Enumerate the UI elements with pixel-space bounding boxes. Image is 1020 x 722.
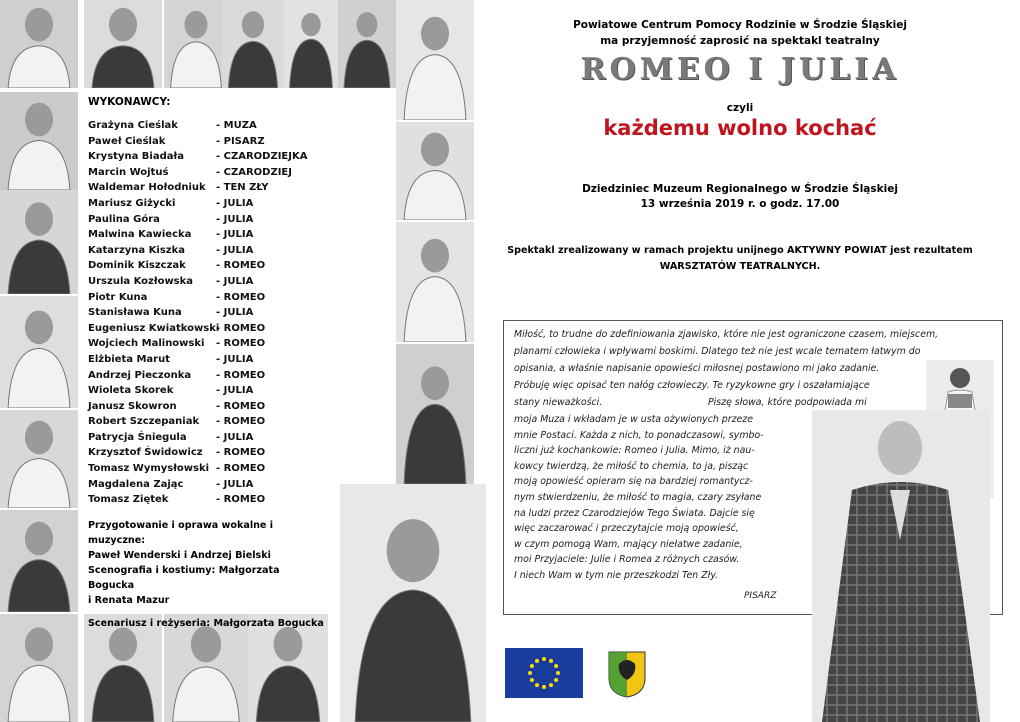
cast-role: - MUZA — [216, 120, 257, 131]
cast-name: Elżbieta Marut — [88, 353, 170, 365]
eu-star-icon — [542, 685, 546, 689]
story-line: na ludzi przez Czarodziejów Tego Świata. Dajcie się — [514, 507, 755, 519]
story-line: moją opowieść opieram się na bardziej romantycz- — [514, 476, 753, 488]
cast-photo — [164, 0, 228, 88]
person-silhouette-icon — [396, 344, 474, 484]
cast-row — [88, 290, 318, 306]
person-silhouette-icon — [0, 614, 78, 722]
person-silhouette-icon — [396, 0, 474, 120]
cast-row — [88, 149, 318, 165]
cast-row — [88, 227, 318, 243]
cast-name: Tomasz Ziętek — [88, 494, 169, 506]
cast-photo — [396, 122, 474, 220]
cast-photo — [0, 510, 78, 612]
cast-row — [88, 258, 318, 274]
eu-star-icon — [528, 671, 532, 675]
cast-role: - ROMEO — [216, 369, 266, 381]
cast-row — [88, 321, 318, 337]
cast-photo — [338, 0, 396, 88]
cast-role: - JULIA — [216, 385, 254, 397]
cast-name: Mariusz Giżycki — [88, 197, 176, 209]
cast-name: Grażyna Cieślak — [88, 120, 178, 131]
cast-photo — [396, 344, 474, 484]
eu-star-icon — [549, 659, 553, 663]
cast-row — [88, 336, 318, 352]
cast-photo — [0, 296, 78, 408]
cast-name: Dominik Kiszczak — [88, 260, 186, 272]
cast-row — [88, 368, 318, 384]
cast-photo — [396, 222, 474, 342]
cast-name: Andrzej Pieczonka — [88, 369, 192, 381]
story-line: planami człowieka i wpływami boskimi. Dlatego też nie jest wcale tematem łatwym do — [514, 346, 921, 357]
cast-name: Patrycja Śniegula — [88, 431, 187, 443]
story-line: I niech Wam w tym nie przeszkodzi Ten Zły. — [514, 570, 719, 581]
person-silhouette-icon — [284, 0, 338, 88]
cast-photo — [0, 410, 78, 508]
cast-row — [88, 243, 318, 259]
cast-row — [88, 165, 318, 181]
cast-name: Eugeniusz Kwiatkowski — [88, 322, 220, 334]
cast-name: Magdalena Zając — [88, 478, 184, 490]
eu-star-icon — [530, 678, 534, 682]
cast-name: Paweł Cieślak — [88, 135, 166, 147]
cast-photo — [396, 0, 474, 120]
play-subtitle: każdemu wolno kochać — [603, 116, 877, 140]
cast-role: - JULIA — [216, 353, 254, 365]
person-silhouette-icon — [812, 410, 990, 722]
person-silhouette-icon — [84, 0, 162, 88]
cast-role: - JULIA — [216, 244, 254, 256]
credits-scenography-label: Scenografia i kostiumy: Małgorzata Bogucka — [88, 565, 280, 591]
story-line: moi Przyjaciele: Julie i Romea z różnych czasów. — [514, 554, 740, 566]
cast-photo — [0, 614, 78, 722]
cast-role: - ROMEO — [216, 463, 266, 475]
person-silhouette-icon — [396, 222, 474, 342]
person-silhouette-icon — [222, 0, 284, 88]
cast-name: Malwina Kawiecka — [88, 229, 192, 241]
person-silhouette-icon — [338, 0, 396, 88]
cast-role: - JULIA — [216, 431, 254, 443]
cast-name: Piotr Kuna — [88, 291, 148, 303]
project-note — [505, 243, 975, 275]
eu-star-icon — [556, 671, 560, 675]
project-note-line1: Spektakl zrealizowany w ramach projektu unijnego AKTYWNY POWIAT jest rezultatem — [507, 245, 973, 256]
person-silhouette-icon — [0, 92, 78, 190]
project-note-line2: WARSZTATÓW TEATRALNYCH. — [659, 261, 821, 272]
eu-star-icon — [549, 683, 553, 687]
cast-row — [88, 305, 318, 321]
cast-photo — [284, 0, 338, 88]
cast-photo — [0, 92, 78, 190]
cast-name: Krzysztof Świdowicz — [88, 447, 203, 459]
person-silhouette-icon — [0, 296, 78, 408]
credits-music-label: Przygotowanie i oprawa wokalne i muzyczne: — [88, 520, 274, 546]
eu-star-icon — [542, 657, 546, 661]
cast-heading: WYKONAWCY: — [88, 96, 171, 108]
cast-role: - TEN ZŁY — [216, 182, 269, 194]
person-silhouette-icon — [0, 510, 78, 612]
person-silhouette-icon — [340, 484, 486, 722]
story-line: mnie Postaci. Każda z nich, to ponadczasowi, symbo- — [514, 429, 764, 441]
story-line: stany nieważkości. — [514, 397, 603, 408]
cast-role: - ROMEO — [216, 416, 266, 428]
cast-row — [88, 383, 318, 399]
cast-role: - ROMEO — [216, 260, 266, 272]
cast-row — [88, 134, 318, 150]
connector-text: czyli — [726, 102, 754, 114]
eu-star-icon — [535, 659, 539, 663]
cast-row — [88, 414, 318, 430]
cast-row — [88, 274, 318, 290]
cast-row — [88, 180, 318, 196]
cast-role: - JULIA — [216, 197, 254, 209]
credits-music-names: Paweł Wenderski i Andrzej Bielski — [88, 550, 271, 561]
story-line: w czym pomogą Wam, mający niełatwe zadanie, — [514, 538, 743, 550]
cast-name: Waldemar Hołodniuk — [88, 182, 206, 194]
cast-name: Marcin Wojtuś — [88, 166, 169, 178]
story-line: więc zaczarować i przeczytajcie moją opowieść, — [514, 523, 739, 535]
cast-role: - JULIA — [216, 229, 254, 241]
cast-row — [88, 430, 318, 446]
venue-date: 13 września 2019 r. o godz. 17.00 — [640, 198, 840, 210]
cast-photo — [222, 0, 284, 88]
cast-role: - JULIA — [216, 478, 254, 490]
eu-star-icon — [530, 664, 534, 668]
cast-role: - ROMEO — [216, 291, 266, 303]
cast-name: Robert Szczepaniak — [88, 416, 200, 428]
cast-name: Urszula Kozłowska — [88, 275, 194, 287]
story-line: Miłość, to trudne do zdefiniowania zjawisko, które nie jest ograniczone czasem, miejscem, — [514, 329, 939, 340]
organizer: Powiatowe Centrum Pomocy Rodzinie w Środzie Śląskiej — [573, 19, 907, 31]
eu-star-icon — [554, 678, 558, 682]
cast-role: - ROMEO — [216, 322, 266, 334]
cast-role: - ROMEO — [216, 447, 266, 459]
cast-name: Wioleta Skorek — [88, 385, 174, 397]
cast-role: - JULIA — [216, 307, 254, 319]
eu-star-icon — [554, 664, 558, 668]
story-line: liczni już kochankowie: Romeo i Julia. Mimo, iż nau- — [514, 445, 755, 457]
story-line: nym stwierdzeniu, że miłość to magia, czary zsyłane — [514, 492, 762, 503]
cast-row — [88, 492, 318, 508]
cast-row — [88, 399, 318, 415]
organizer-block — [500, 17, 980, 49]
person-silhouette-icon — [0, 190, 78, 294]
cast-role: - CZARODZIEJKA — [216, 151, 308, 163]
invite-line: ma przyjemność zaprosić na spektakl teatralny — [600, 35, 880, 47]
story-line: Próbuję więc opisać ten nałóg człowieczy. Te ryzykowne gry i oszałamiające — [514, 380, 870, 391]
credits-block — [88, 518, 328, 631]
cast-name: Stanisława Kuna — [88, 307, 182, 319]
cast-name: Katarzyna Kiszka — [88, 244, 185, 256]
credits-director: Scenariusz i reżyseria: Małgorzata Bogucka — [88, 618, 324, 629]
cast-role: - ROMEO — [216, 338, 266, 350]
eu-star-icon — [535, 683, 539, 687]
cast-role: - JULIA — [216, 213, 254, 225]
cast-name: Paulina Góra — [88, 213, 160, 225]
cast-row — [88, 445, 318, 461]
cast-name: Tomasz Wymysłowski — [88, 463, 210, 475]
cast-role: - ROMEO — [216, 400, 266, 412]
person-silhouette-icon — [0, 410, 78, 508]
venue-place: Dziedziniec Muzeum Regionalnego w Środzie Śląskiej — [582, 183, 898, 195]
person-silhouette-icon — [396, 122, 474, 220]
story-signature: PISARZ — [744, 591, 777, 601]
eu-flag-icon — [505, 648, 583, 698]
cast-photo — [0, 0, 78, 88]
story-line: moja Muza i wkładam je w usta ożywionych przeze — [514, 414, 753, 425]
coat-of-arms-icon — [607, 650, 647, 698]
cast-photo — [84, 0, 162, 88]
cast-photo — [0, 190, 78, 294]
credits-scenography-names: i Renata Mazur — [88, 595, 170, 606]
cast-row — [88, 196, 318, 212]
person-silhouette-icon — [164, 0, 228, 88]
cast-row — [88, 352, 318, 368]
cast-role: - CZARODZIEJ — [216, 166, 292, 178]
cast-row — [88, 212, 318, 228]
cast-row — [88, 461, 318, 477]
play-title: ROMEO I JULIA — [580, 52, 900, 87]
cast-row — [88, 118, 318, 134]
cast-list — [88, 118, 318, 508]
cast-name: Janusz Skowron — [88, 400, 177, 412]
photo-writer-robe — [812, 410, 990, 722]
cast-role: - JULIA — [216, 275, 254, 287]
cast-photo — [340, 484, 486, 722]
cast-name: Krystyna Biadała — [88, 151, 184, 163]
person-silhouette-icon — [0, 0, 78, 88]
cast-name: Wojciech Malinowski — [88, 338, 205, 350]
story-line-tail: Piszę słowa, które podpowiada mi — [708, 397, 867, 408]
cast-row — [88, 477, 318, 493]
cast-role: - ROMEO — [216, 494, 266, 506]
story-line: opisania, a właśnie napisanie opowieści miłosnej postawiono mi jako zadanie. — [514, 363, 880, 374]
venue-block — [500, 182, 980, 212]
cast-role: - PISARZ — [216, 135, 265, 147]
story-line: kowcy twierdzą, że miłość to chemia, to ja, pisząc — [514, 460, 749, 472]
